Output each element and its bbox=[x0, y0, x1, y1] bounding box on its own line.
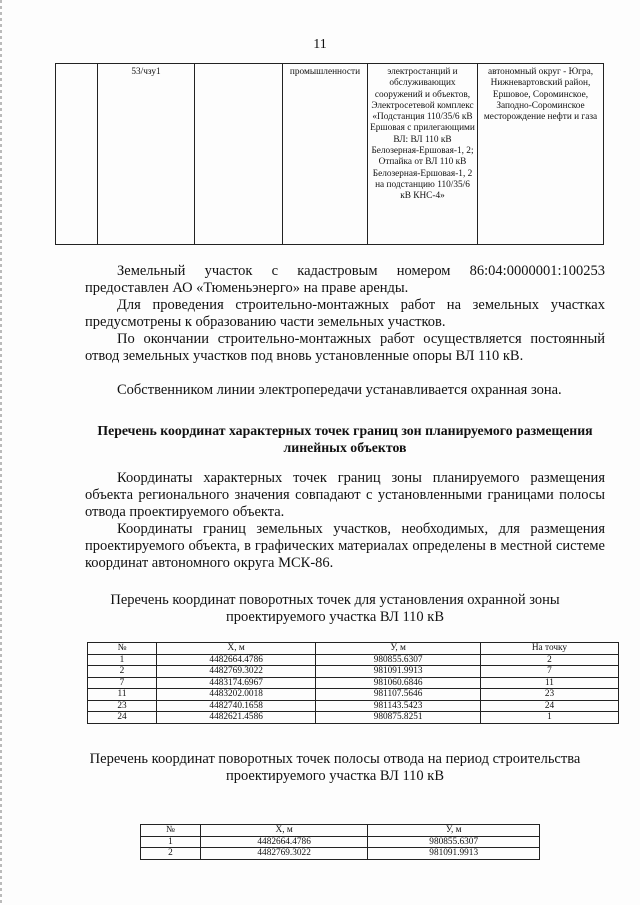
paragraph-coordinates-match: Координаты характерных точек границ зоны планируемого размещения объекта регионального значения совпадают с установленными границами полосы отвода проектируемого объекта. bbox=[85, 470, 605, 520]
column-header: У, м bbox=[316, 643, 481, 655]
table-cell bbox=[195, 64, 283, 245]
table2-caption: Перечень координат поворотных точек полосы отвода на период строительства проектируемого участка ВЛ 110 кВ bbox=[89, 751, 581, 784]
column-header: На точку bbox=[480, 643, 618, 655]
table-cell: 24 bbox=[480, 700, 618, 712]
table-cell: 981060.6846 bbox=[316, 677, 481, 689]
column-header: X, м bbox=[200, 825, 368, 837]
table-cell: 980875.8251 bbox=[316, 712, 481, 724]
table-cell: 4483202.0018 bbox=[157, 689, 316, 701]
table-cell: 981107.5646 bbox=[316, 689, 481, 701]
table-cell: 23 bbox=[480, 689, 618, 701]
paragraph-coordinate-system: Координаты границ земельных участков, необходимых, для размещения проектируемого объекта, в графических материалах определены в местной системе координат автономного округа МСК-86. bbox=[85, 521, 605, 571]
table-cell: 981091.9913 bbox=[368, 848, 540, 860]
table-cell: 1 bbox=[88, 654, 157, 666]
table-row bbox=[88, 689, 619, 701]
table-row bbox=[56, 64, 604, 245]
table-cell: 1 bbox=[141, 836, 201, 848]
table-cell: 7 bbox=[480, 666, 618, 678]
table-cell: 981091.9913 bbox=[316, 666, 481, 678]
table-row bbox=[88, 654, 619, 666]
table-header-row bbox=[88, 643, 619, 655]
table-cell: 53/чзу1 bbox=[98, 64, 195, 245]
table-cell: 4482664.4786 bbox=[157, 654, 316, 666]
column-header: № bbox=[88, 643, 157, 655]
table-cell: 4482664.4786 bbox=[200, 836, 368, 848]
paragraph-construction: Для проведения строительно-монтажных работ на земельных участках предусмотрены к образованию части земельных участков. bbox=[85, 297, 605, 330]
table-cell: 4482769.3022 bbox=[157, 666, 316, 678]
table-cell: 2 bbox=[480, 654, 618, 666]
construction-strip-coordinates-table bbox=[140, 824, 540, 860]
table-row bbox=[141, 848, 540, 860]
paragraph-permanent-allotment: По окончании строительно-монтажных работ осуществляется постоянный отвод земельных участков под вновь установленные опоры ВЛ 110 кВ. bbox=[85, 331, 605, 364]
table-cell: 2 bbox=[88, 666, 157, 678]
column-header: У, м bbox=[368, 825, 540, 837]
table-cell: автономный округ - Югра, Нижневартовский район, Ершовое, Сороминское, Заподно-Сороминское месторождение нефти и газа bbox=[478, 64, 604, 245]
table-cell: 981143.5423 bbox=[316, 700, 481, 712]
table-cell: 4482740.1658 bbox=[157, 700, 316, 712]
table-cell: промышленности bbox=[283, 64, 368, 245]
page-number: 11 bbox=[313, 37, 327, 52]
table-header-row bbox=[141, 825, 540, 837]
page-edge bbox=[0, 0, 2, 905]
paragraph-protection-zone: Собственником линии электропередачи устанавливается охранная зона. bbox=[117, 382, 562, 398]
table-cell: 11 bbox=[88, 689, 157, 701]
table-cell: 4482769.3022 bbox=[200, 848, 368, 860]
table-cell: 2 bbox=[141, 848, 201, 860]
protection-zone-coordinates-table bbox=[87, 642, 619, 724]
table-cell: 4483174.6967 bbox=[157, 677, 316, 689]
table-row bbox=[88, 700, 619, 712]
table-row bbox=[88, 666, 619, 678]
section-heading: Перечень координат характерных точек границ зон планируемого размещения линейных объектов bbox=[97, 423, 593, 455]
table1-caption: Перечень координат поворотных точек для установления охранной зоны проектируемого участка ВЛ 110 кВ bbox=[110, 592, 560, 625]
table-cell: 980855.6307 bbox=[368, 836, 540, 848]
land-plot-table-continuation bbox=[55, 63, 604, 245]
table-cell bbox=[56, 64, 98, 245]
table-row bbox=[88, 677, 619, 689]
table-row bbox=[141, 836, 540, 848]
table-cell: 1 bbox=[480, 712, 618, 724]
column-header: X, м bbox=[157, 643, 316, 655]
column-header: № bbox=[141, 825, 201, 837]
table-cell: 24 bbox=[88, 712, 157, 724]
table-cell: 980855.6307 bbox=[316, 654, 481, 666]
table-cell: 4482621.4586 bbox=[157, 712, 316, 724]
table-cell: электростанций и обслуживающих сооружений и объектов, Электросетевой комплекс «Подстанция 110/35/6 кВ Ершовая с прилегающими ВЛ: ВЛ 110 кВ Белозерная-Ершовая-1, 2; Отпайка от ВЛ 110 кВ Белозерная-Ершовая-1, 2 на подстанцию 110/35/6 кВ КНС-4» bbox=[368, 64, 478, 245]
table-cell: 7 bbox=[88, 677, 157, 689]
paragraph-lease: Земельный участок с кадастровым номером 86:04:0000001:100253 предоставлен АО «Тюменьэнерго» на праве аренды. bbox=[85, 263, 605, 296]
table-cell: 23 bbox=[88, 700, 157, 712]
table-row bbox=[88, 712, 619, 724]
table-cell: 11 bbox=[480, 677, 618, 689]
